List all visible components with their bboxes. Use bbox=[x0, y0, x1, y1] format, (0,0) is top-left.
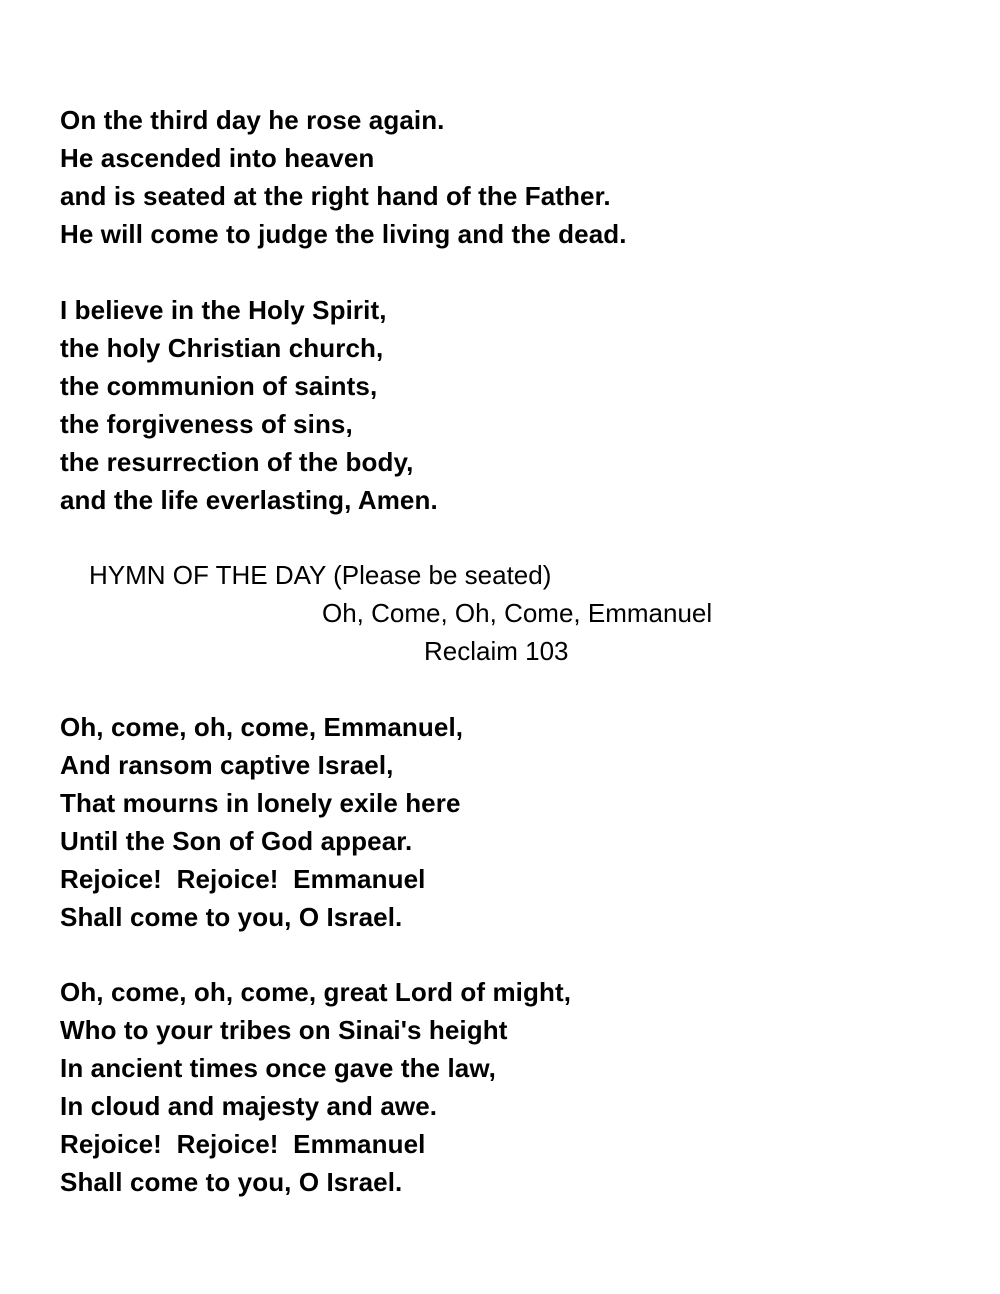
hymn-source: Reclaim 103 bbox=[424, 636, 569, 666]
text-line: That mourns in lonely exile here bbox=[60, 788, 461, 818]
hymn-verse-2 bbox=[60, 973, 571, 1201]
creed-holy-spirit bbox=[60, 291, 438, 519]
text-line: the communion of saints, bbox=[60, 371, 378, 401]
text-line: Shall come to you, O Israel. bbox=[60, 1167, 403, 1197]
text-line: Oh, come, oh, come, Emmanuel, bbox=[60, 712, 464, 742]
text-line: Rejoice! Rejoice! Emmanuel bbox=[60, 1129, 426, 1159]
text-line: and is seated at the right hand of the Father. bbox=[60, 181, 611, 211]
text-line: I believe in the Holy Spirit, bbox=[60, 295, 387, 325]
text-line: Who to your tribes on Sinai's height bbox=[60, 1015, 508, 1045]
text-line: And ransom captive Israel, bbox=[60, 750, 394, 780]
creed-continued bbox=[60, 101, 627, 253]
text-line: Oh, come, oh, come, great Lord of might, bbox=[60, 977, 572, 1007]
hymn-verse-1 bbox=[60, 708, 463, 936]
text-line: He ascended into heaven bbox=[60, 143, 375, 173]
hymn-label: HYMN OF THE DAY (Please be seated) bbox=[89, 560, 552, 590]
text-line: the forgiveness of sins, bbox=[60, 409, 353, 439]
text-line: Shall come to you, O Israel. bbox=[60, 902, 403, 932]
text-line: In cloud and majesty and awe. bbox=[60, 1091, 438, 1121]
text-line: He will come to judge the living and the dead. bbox=[60, 219, 627, 249]
text-line: Rejoice! Rejoice! Emmanuel bbox=[60, 864, 426, 894]
text-line: Until the Son of God appear. bbox=[60, 826, 413, 856]
hymn-title: Oh, Come, Oh, Come, Emmanuel bbox=[322, 598, 713, 628]
text-line: On the third day he rose again. bbox=[60, 105, 445, 135]
text-line: and the life everlasting, Amen. bbox=[60, 485, 438, 515]
text-line: the holy Christian church, bbox=[60, 333, 384, 363]
text-line: In ancient times once gave the law, bbox=[60, 1053, 497, 1083]
text-line: the resurrection of the body, bbox=[60, 447, 414, 477]
